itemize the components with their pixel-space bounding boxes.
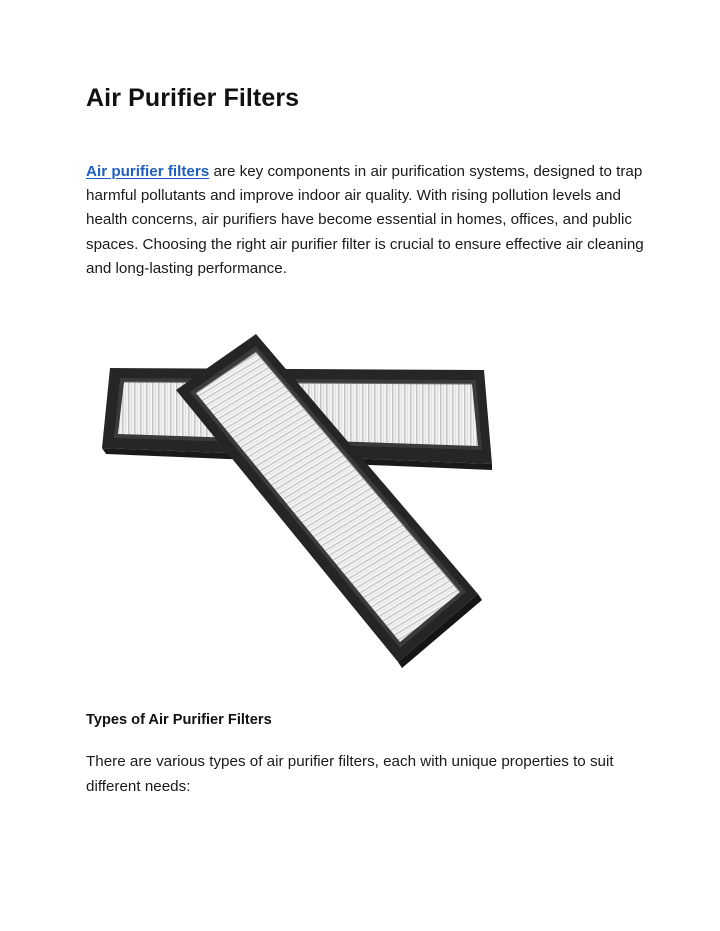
- types-heading: Types of Air Purifier Filters: [86, 712, 272, 728]
- intro-text: are key components in air purification systems, designed to trap harmful pollutants and improve indoor air quality. With rising pollution levels and health concerns, air purifiers have become essential in homes, offices, and public spaces. Choosing the right air purifier filter is crucial to ensure effective air cleaning and long-lasting performance.: [86, 163, 644, 277]
- air-filter-image: [92, 326, 504, 670]
- intro-paragraph: [86, 160, 646, 281]
- air-filter-illustration-icon: [92, 326, 504, 670]
- page-title: Air Purifier Filters: [86, 84, 300, 112]
- air-purifier-filters-link[interactable]: Air purifier filters: [86, 163, 210, 180]
- types-intro-paragraph: There are various types of air purifier filters, each with unique properties to suit different needs:: [86, 753, 614, 795]
